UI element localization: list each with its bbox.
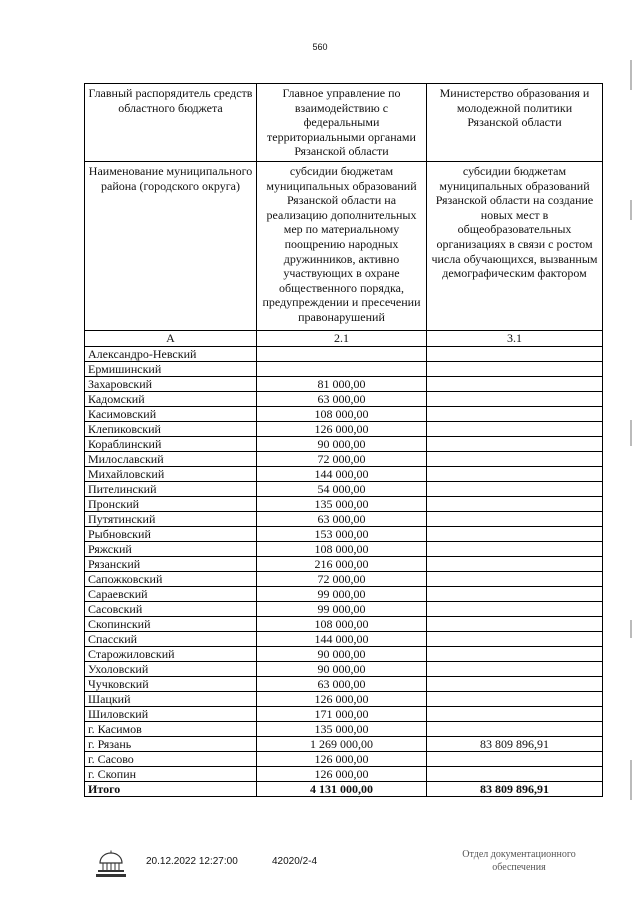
municipality-name: Рыбновский: [85, 526, 257, 541]
table-row: [85, 706, 603, 721]
registration-datetime: 20.12.2022 12:27:00: [146, 856, 238, 867]
school-places-amount: [427, 421, 603, 436]
school-places-amount: [427, 376, 603, 391]
table-row: [85, 586, 603, 601]
municipality-name: Чучковский: [85, 676, 257, 691]
druzhinniki-amount: 63 000,00: [257, 391, 427, 406]
municipality-name: г. Скопин: [85, 766, 257, 781]
municipality-name: Клепиковский: [85, 421, 257, 436]
index-col-c: 3.1: [427, 330, 603, 346]
index-row: [85, 330, 603, 346]
school-places-amount: [427, 766, 603, 781]
druzhinniki-amount: 99 000,00: [257, 601, 427, 616]
municipality-name: Рязанский: [85, 556, 257, 571]
municipality-name: Михайловский: [85, 466, 257, 481]
druzhinniki-amount: 144 000,00: [257, 466, 427, 481]
school-places-amount: [427, 571, 603, 586]
municipality-name: г. Рязань: [85, 736, 257, 751]
druzhinniki-amount: 144 000,00: [257, 631, 427, 646]
school-places-amount: [427, 601, 603, 616]
druzhinniki-amount: [257, 346, 427, 361]
druzhinniki-amount: 72 000,00: [257, 451, 427, 466]
bdk-logo-icon: [94, 850, 128, 878]
table-row: [85, 391, 603, 406]
department-stamp: [444, 848, 594, 874]
school-places-amount: [427, 391, 603, 406]
druzhinniki-amount: 171 000,00: [257, 706, 427, 721]
municipality-name: Старожиловский: [85, 646, 257, 661]
druzhinniki-amount: 90 000,00: [257, 646, 427, 661]
index-col-a: А: [85, 330, 257, 346]
school-places-amount: [427, 646, 603, 661]
druzhinniki-amount: 108 000,00: [257, 541, 427, 556]
school-places-amount: [427, 451, 603, 466]
municipality-name: г. Касимов: [85, 721, 257, 736]
school-places-amount: [427, 436, 603, 451]
druzhinniki-amount: 54 000,00: [257, 481, 427, 496]
druzhinniki-amount: 153 000,00: [257, 526, 427, 541]
druzhinniki-amount: 90 000,00: [257, 436, 427, 451]
school-places-amount: 83 809 896,91: [427, 736, 603, 751]
school-places-amount: [427, 676, 603, 691]
department-line-1: Отдел документационного: [462, 849, 576, 860]
school-places-amount: [427, 541, 603, 556]
table-row: [85, 646, 603, 661]
table-row: [85, 556, 603, 571]
druzhinniki-amount: 90 000,00: [257, 661, 427, 676]
budget-table: [84, 83, 603, 797]
municipality-name: Кадомский: [85, 391, 257, 406]
school-places-amount: [427, 511, 603, 526]
header-distributor-label: Главный распорядитель средств областного бюджета: [85, 84, 257, 162]
school-places-amount: [427, 481, 603, 496]
index-col-b: 2.1: [257, 330, 427, 346]
table-row: [85, 661, 603, 676]
municipality-name: Ряжский: [85, 541, 257, 556]
druzhinniki-amount: 108 000,00: [257, 406, 427, 421]
table-row: [85, 436, 603, 451]
table-row: [85, 496, 603, 511]
table-row: [85, 421, 603, 436]
druzhinniki-amount: 126 000,00: [257, 421, 427, 436]
municipality-name: Сараевский: [85, 586, 257, 601]
municipality-name: Пителинский: [85, 481, 257, 496]
total-druzhinniki-amount: 4 131 000,00: [257, 781, 427, 796]
header-row-subsidy: [85, 161, 603, 330]
scan-margin-marks: [630, 60, 634, 820]
table-row: [85, 601, 603, 616]
municipality-name: Сапожковский: [85, 571, 257, 586]
school-places-amount: [427, 466, 603, 481]
druzhinniki-amount: 126 000,00: [257, 691, 427, 706]
municipality-name: Касимовский: [85, 406, 257, 421]
school-places-amount: [427, 346, 603, 361]
table-row: [85, 466, 603, 481]
municipality-name: Кораблинский: [85, 436, 257, 451]
header-subsidy-druzhinniki: субсидии бюджетам муниципальных образований Рязанской области на реализацию дополнительных мер по материальному поощрению народных дружинников, активно участвующих в охране общественного порядка, предупреждении и пресечении правонарушений: [257, 161, 427, 330]
department-line-2: обеспечения: [492, 862, 546, 873]
page-footer: [0, 848, 640, 888]
druzhinniki-amount: 81 000,00: [257, 376, 427, 391]
municipality-name: Ермишинский: [85, 361, 257, 376]
druzhinniki-amount: 72 000,00: [257, 571, 427, 586]
table-row: [85, 481, 603, 496]
school-places-amount: [427, 361, 603, 376]
druzhinniki-amount: 1 269 000,00: [257, 736, 427, 751]
druzhinniki-amount: [257, 361, 427, 376]
table-row: [85, 766, 603, 781]
page-number: 560: [312, 42, 328, 52]
druzhinniki-amount: 63 000,00: [257, 511, 427, 526]
table-row: [85, 616, 603, 631]
table-row: [85, 631, 603, 646]
header-distributor-gu: Главное управление по взаимодействию с федеральными территориальными органами Рязанской области: [257, 84, 427, 162]
school-places-amount: [427, 526, 603, 541]
municipality-name: Милославский: [85, 451, 257, 466]
total-school-places-amount: 83 809 896,91: [427, 781, 603, 796]
header-distributor-ministry: Министерство образования и молодежной политики Рязанской области: [427, 84, 603, 162]
table-row: [85, 691, 603, 706]
total-row: [85, 781, 603, 796]
table-row: [85, 721, 603, 736]
total-label: Итого: [85, 781, 257, 796]
druzhinniki-amount: 108 000,00: [257, 616, 427, 631]
druzhinniki-amount: 126 000,00: [257, 766, 427, 781]
header-subsidy-school-places: субсидии бюджетам муниципальных образований Рязанской области на создание новых мест в общеобразовательных организациях в связи с ростом числа обучающихся, вызванным демографическим фактором: [427, 161, 603, 330]
municipality-name: Александро-Невский: [85, 346, 257, 361]
druzhinniki-amount: 216 000,00: [257, 556, 427, 571]
municipality-name: Спасский: [85, 631, 257, 646]
table-row: [85, 406, 603, 421]
header-row-distributor: [85, 84, 603, 162]
municipality-name: Путятинский: [85, 511, 257, 526]
school-places-amount: [427, 661, 603, 676]
school-places-amount: [427, 586, 603, 601]
druzhinniki-amount: 99 000,00: [257, 586, 427, 601]
school-places-amount: [427, 616, 603, 631]
druzhinniki-amount: 63 000,00: [257, 676, 427, 691]
table-row: [85, 346, 603, 361]
table-row: [85, 676, 603, 691]
table-row: [85, 451, 603, 466]
table-row: [85, 541, 603, 556]
municipality-name: Захаровский: [85, 376, 257, 391]
municipality-name: Шиловский: [85, 706, 257, 721]
school-places-amount: [427, 556, 603, 571]
municipality-name: г. Сасово: [85, 751, 257, 766]
table-row: [85, 526, 603, 541]
school-places-amount: [427, 721, 603, 736]
druzhinniki-amount: 135 000,00: [257, 721, 427, 736]
school-places-amount: [427, 631, 603, 646]
municipality-name: Пронский: [85, 496, 257, 511]
school-places-amount: [427, 706, 603, 721]
table-row: [85, 511, 603, 526]
school-places-amount: [427, 406, 603, 421]
municipality-name: Сасовский: [85, 601, 257, 616]
table-row: [85, 361, 603, 376]
druzhinniki-amount: 135 000,00: [257, 496, 427, 511]
municipality-name: Шацкий: [85, 691, 257, 706]
table-row: [85, 736, 603, 751]
school-places-amount: [427, 691, 603, 706]
table-row: [85, 376, 603, 391]
druzhinniki-amount: 126 000,00: [257, 751, 427, 766]
table-row: [85, 571, 603, 586]
municipality-name: Скопинский: [85, 616, 257, 631]
school-places-amount: [427, 496, 603, 511]
registration-number: 42020/2-4: [272, 856, 318, 867]
header-municipality-label: Наименование муниципального района (городского округа): [85, 161, 257, 330]
school-places-amount: [427, 751, 603, 766]
municipality-name: Ухоловский: [85, 661, 257, 676]
table-row: [85, 751, 603, 766]
